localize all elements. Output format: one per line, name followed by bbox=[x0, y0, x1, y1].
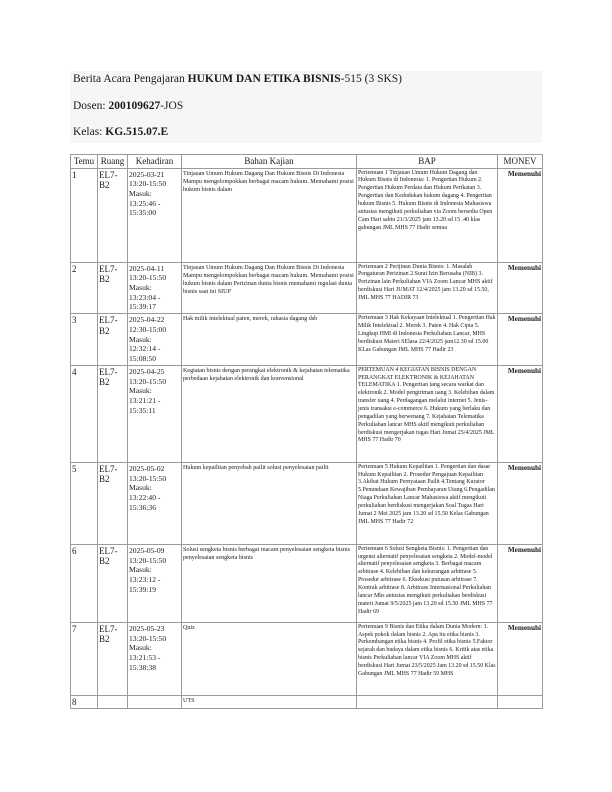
column-header-kehadiran: Kehadiran bbox=[128, 155, 182, 169]
cell-monev: Memenuhi bbox=[498, 544, 543, 622]
cell-temu: 5 bbox=[71, 462, 98, 544]
table-row bbox=[71, 462, 543, 544]
attendance-out: 15:39:17 bbox=[129, 302, 157, 312]
cell-temu: 4 bbox=[71, 365, 98, 462]
column-header-temu: Temu bbox=[71, 155, 98, 169]
cell-bahan-kajian: Tinjauan Umum Hukum Dagang Dan Hukum Bisnis Di Indonesia Mampu mengelompokkan berbagai macam hukum. Memahami posisi hukum bisnis dalam bbox=[182, 168, 357, 262]
attendance-in: 13:23:12 - bbox=[129, 574, 161, 584]
cell-ruang: EL7-B2 bbox=[98, 544, 128, 622]
table-row bbox=[71, 314, 543, 366]
attendance-date: 2025-05-23 bbox=[129, 623, 165, 633]
cell-kehadiran bbox=[128, 462, 182, 544]
class-line bbox=[73, 126, 168, 138]
cell-bap: PERTEMUAN 4 KEGIATAN BISNIS DENGAN PERANGKAT ELEKTRONIK & KEJAHATAN TELEMATIKA 1. Pengertian tang secara warkat dan elektronik 2. Model pengiriman uang 3. Kelebihan dalam transfer uang 4. Perdagangan melalui internet 5. Jenis-jenis transaksi e-commerce 6. Hukum yang berlaku dan pengadilan yang berwenang 7. Kejahatan Telematika Perkuliahan lancar MHS aktif mengikuti perkuliahan berdiskusi mengerjakan tugas Hari Jumat 25/4/2025 JML MHS 77 Hadir 70 bbox=[357, 365, 498, 462]
cell-temu: 3 bbox=[71, 314, 98, 366]
attendance-date: 2025-03-21 bbox=[129, 169, 165, 179]
course-name: HUKUM DAN ETIKA BISNIS bbox=[187, 73, 341, 85]
cell-ruang: EL7-B2 bbox=[98, 622, 128, 695]
attendance-label: Masuk: bbox=[129, 189, 152, 199]
cell-bahan-kajian: UTS bbox=[182, 695, 357, 709]
attendance-out: 15:35:00 bbox=[129, 208, 157, 218]
attendance-schedule: 13:20-15:50 bbox=[129, 473, 167, 483]
attendance-date: 2025-05-09 bbox=[129, 545, 165, 555]
cell-bap: Pertemuan 3 Hak Kekayaan Intelektual 1. Pengertian Hak Milik Intelektual 2. Merek 3. Paten 4. Hak Cipta 5. Lingkup HMI di Indonesia Perkuliahan Lancar, MHS berdiskusi Materi SElasa 22/4/2025 jam12.30 sd 15.00 KLas Gabungan JML MHS 77 Hadir 23 bbox=[357, 314, 498, 366]
lecturer-line bbox=[73, 100, 183, 112]
teaching-record-table bbox=[70, 154, 543, 709]
attendance-schedule: 13:20-15:50 bbox=[129, 633, 167, 643]
cell-monev: Memenuhi bbox=[498, 365, 543, 462]
cell-kehadiran bbox=[128, 544, 182, 622]
cell-ruang: EL7-B2 bbox=[98, 168, 128, 262]
attendance-out: 15:35:11 bbox=[129, 405, 156, 415]
lecturer-suffix: -JOS bbox=[160, 100, 184, 112]
attendance-in: 13:21:53 - bbox=[129, 652, 161, 662]
course-code: -515 (3 SKS) bbox=[340, 73, 403, 85]
cell-bahan-kajian: Kegiatan bisnis dengan perangkat elektronik & kejahatan telematika perbedaan kejahatan elektronik dan konvensional bbox=[182, 365, 357, 462]
attendance-in: 13:25:46 - bbox=[129, 198, 161, 208]
cell-ruang: EL7-B2 bbox=[98, 365, 128, 462]
class-code: KG.515.07.E bbox=[105, 126, 169, 138]
report-title bbox=[73, 73, 402, 85]
table-row bbox=[71, 695, 543, 709]
attendance-in: 12:32:14 - bbox=[129, 344, 161, 354]
cell-bap: Pertemuan 2 Perijinan Dunia Bisnis: 1. Masalah Pengaturan Perizinan 2.Surat Izin Berusaha (NIB) 3. Perizinan lain Perkuliahan VIA Zoom Lancar MHS aktif berdiskusi Hari JUMAT 12/4/2025 jam 13.20 sd 15.50, JML MHS 77 HADIR 73 bbox=[357, 262, 498, 314]
cell-bap: Pertemuan 6 Solusi Sengketa Bisnis: 1. Pengertian dan urgensi alternatif penyelesaian sengketa 2. Model-model alternatif penyelesaian sengketa 3. Berbagai macam arbitrase 4. Kelebihan dan kekurangan arbitrase 5. Prosedur arbitrase 6. Eksekusi putusan arbitrase 7. Kontrak arbitrase 8. Arbitrase Internasional Perkuliahan lancar Mhs antusias mengikuti perkuliahan berdiskusi materi Jumat 9/5/2025 jam 13.20 sd 15.50 JML MHS 77 Hadir 69 bbox=[357, 544, 498, 622]
cell-bap: Pertemuan 1 Tinjauan Umum Hukum Dagang dan Hukum Bisnis di Indonesia: 1. Pengertian Hukum 2. Pengertian Hukum Perdata dan Hukum Perikatan 3. Pengertian dan Kedudukan hukum dagang 4. Pengertian hukum Bisnis 5. Hukum Bisnis di Indonesia Mahasiswa antusias mengikuti perkuliahan via Zoom bersedia Open Cam Hari sabtu 21/3/2025 jam 13.20 sd 15 .40 klas gabungan JML MHS 77 Hadir semua bbox=[357, 168, 498, 262]
title-prefix: Berita Acara Pengajaran bbox=[73, 73, 188, 85]
attendance-in: 13:21:21 - bbox=[129, 395, 161, 405]
table-row bbox=[71, 622, 543, 695]
cell-monev: Memenuhi bbox=[498, 168, 543, 262]
column-header-monev: MONEV bbox=[498, 155, 543, 169]
attendance-schedule: 13:20-15:50 bbox=[129, 179, 167, 189]
cell-ruang bbox=[98, 695, 128, 709]
lecturer-id: 200109627 bbox=[108, 100, 161, 112]
cell-ruang: EL7-B2 bbox=[98, 462, 128, 544]
cell-ruang: EL7-B2 bbox=[98, 262, 128, 314]
cell-kehadiran bbox=[128, 365, 182, 462]
cell-bahan-kajian: Solusi sengketa bisnis berbagai macam penyelesaian sengketa bisnis penyelesaian sengketa bisnis bbox=[182, 544, 357, 622]
attendance-label: Masuk: bbox=[129, 483, 152, 493]
attendance-out: 15:39:19 bbox=[129, 584, 157, 594]
cell-kehadiran bbox=[128, 622, 182, 695]
cell-kehadiran bbox=[128, 168, 182, 262]
table-row bbox=[71, 262, 543, 314]
cell-bahan-kajian: Quiz bbox=[182, 622, 357, 695]
cell-bap: Pertemuan 5 Hukum Kepailitan 1. Pengertian dan dasar Hukum Kepailitan 2. Prosedur Pengajuan Kepailitan 3.Akibat Hukum Pernyataan Pailit 4.Tentang Kurator 5.Penundaan Kewajiban Pembayaran Utang 6.Pengadilan Niaga Perkuliahan Lancar Mahasiswa aktif mengikuti perkuliahan berdiskusi mengerjakan Soal Tugas Hari Jumat 2 Mei 2025 jam 13.20 sd 15.50 Kelas Gabungan JML MHS 77 Hadir 72 bbox=[357, 462, 498, 544]
table-row bbox=[71, 168, 543, 262]
attendance-label: Masuk: bbox=[129, 643, 152, 653]
cell-bahan-kajian: Tinjauan Umum Hukum Dagang Dan Hukum Bisnis Di Indonesia Mampu mengelompokkan berbagai macam hukum. Memahami posisi hukum bisnis dalam Perizinan dunia bisnis memahami regulasi dunia bisnis saat ini SIUP bbox=[182, 262, 357, 314]
column-header-bahan-kajian: Bahan Kajian bbox=[182, 155, 357, 169]
cell-kehadiran bbox=[128, 314, 182, 366]
attendance-in: 13:22:40 - bbox=[129, 492, 161, 502]
attendance-date: 2025-04-22 bbox=[129, 315, 165, 325]
attendance-schedule: 13:20-15:50 bbox=[129, 376, 167, 386]
attendance-label: Masuk: bbox=[129, 283, 152, 293]
cell-bap: Pertemuan 9 Bisnis dan Etika dalam Dunia Modern: 1. Aspek pokok dalam bisnis 2. Apa itu etika bisnis 3. Perkembangan etika bisnis 4. Profil etika bisnis 5.Faktor sejarah dan budaya dalam etika bisnis 6. Kritik atas etika bisnis Perkuliahan lancar VIA Zoom MHS aktif berdiskusi Hari Jumat 23/5/2025 Jam 13.20 sd 15.50 Klas Gabungan JML MHS 77 Hadir 59 MHS bbox=[357, 622, 498, 695]
cell-monev: Memenuhi bbox=[498, 622, 543, 695]
attendance-label: Masuk: bbox=[129, 565, 152, 575]
cell-monev: Memenuhi bbox=[498, 314, 543, 366]
cell-bahan-kajian: Hak milik intelektual paten, merek, rahasia dagang dsb bbox=[182, 314, 357, 366]
cell-monev: Memenuhi bbox=[498, 262, 543, 314]
cell-temu: 8 bbox=[71, 695, 98, 709]
cell-kehadiran bbox=[128, 695, 182, 709]
cell-monev bbox=[498, 695, 543, 709]
attendance-schedule: 13:20-15:50 bbox=[129, 273, 167, 283]
cell-temu: 6 bbox=[71, 544, 98, 622]
attendance-out: 15:08:50 bbox=[129, 354, 157, 364]
attendance-out: 15:36:36 bbox=[129, 502, 157, 512]
cell-temu: 7 bbox=[71, 622, 98, 695]
column-header-bap: BAP bbox=[357, 155, 498, 169]
cell-temu: 2 bbox=[71, 262, 98, 314]
cell-kehadiran bbox=[128, 262, 182, 314]
attendance-label: Masuk: bbox=[129, 334, 152, 344]
cell-bap bbox=[357, 695, 498, 709]
table-row bbox=[71, 544, 543, 622]
attendance-label: Masuk: bbox=[129, 386, 152, 396]
cell-bahan-kajian: Hukum kepailitan penyebab pailit solusi penyelesaian pailit bbox=[182, 462, 357, 544]
document-header bbox=[70, 71, 542, 143]
cell-temu: 1 bbox=[71, 168, 98, 262]
class-label: Kelas: bbox=[73, 126, 106, 138]
attendance-out: 15:38:38 bbox=[129, 662, 157, 672]
attendance-date: 2025-04-11 bbox=[129, 263, 165, 273]
table-header-row bbox=[71, 155, 543, 169]
attendance-date: 2025-04-25 bbox=[129, 366, 165, 376]
attendance-date: 2025-05-02 bbox=[129, 463, 165, 473]
lecturer-label: Dosen: bbox=[73, 100, 109, 112]
column-header-ruang: Ruang bbox=[98, 155, 128, 169]
cell-monev: Memenuhi bbox=[498, 462, 543, 544]
attendance-schedule: 13:20-15:50 bbox=[129, 555, 167, 565]
attendance-in: 13:23:04 - bbox=[129, 292, 161, 302]
cell-ruang: EL7-B2 bbox=[98, 314, 128, 366]
attendance-schedule: 12:30-15:00 bbox=[129, 324, 167, 334]
table-row bbox=[71, 365, 543, 462]
